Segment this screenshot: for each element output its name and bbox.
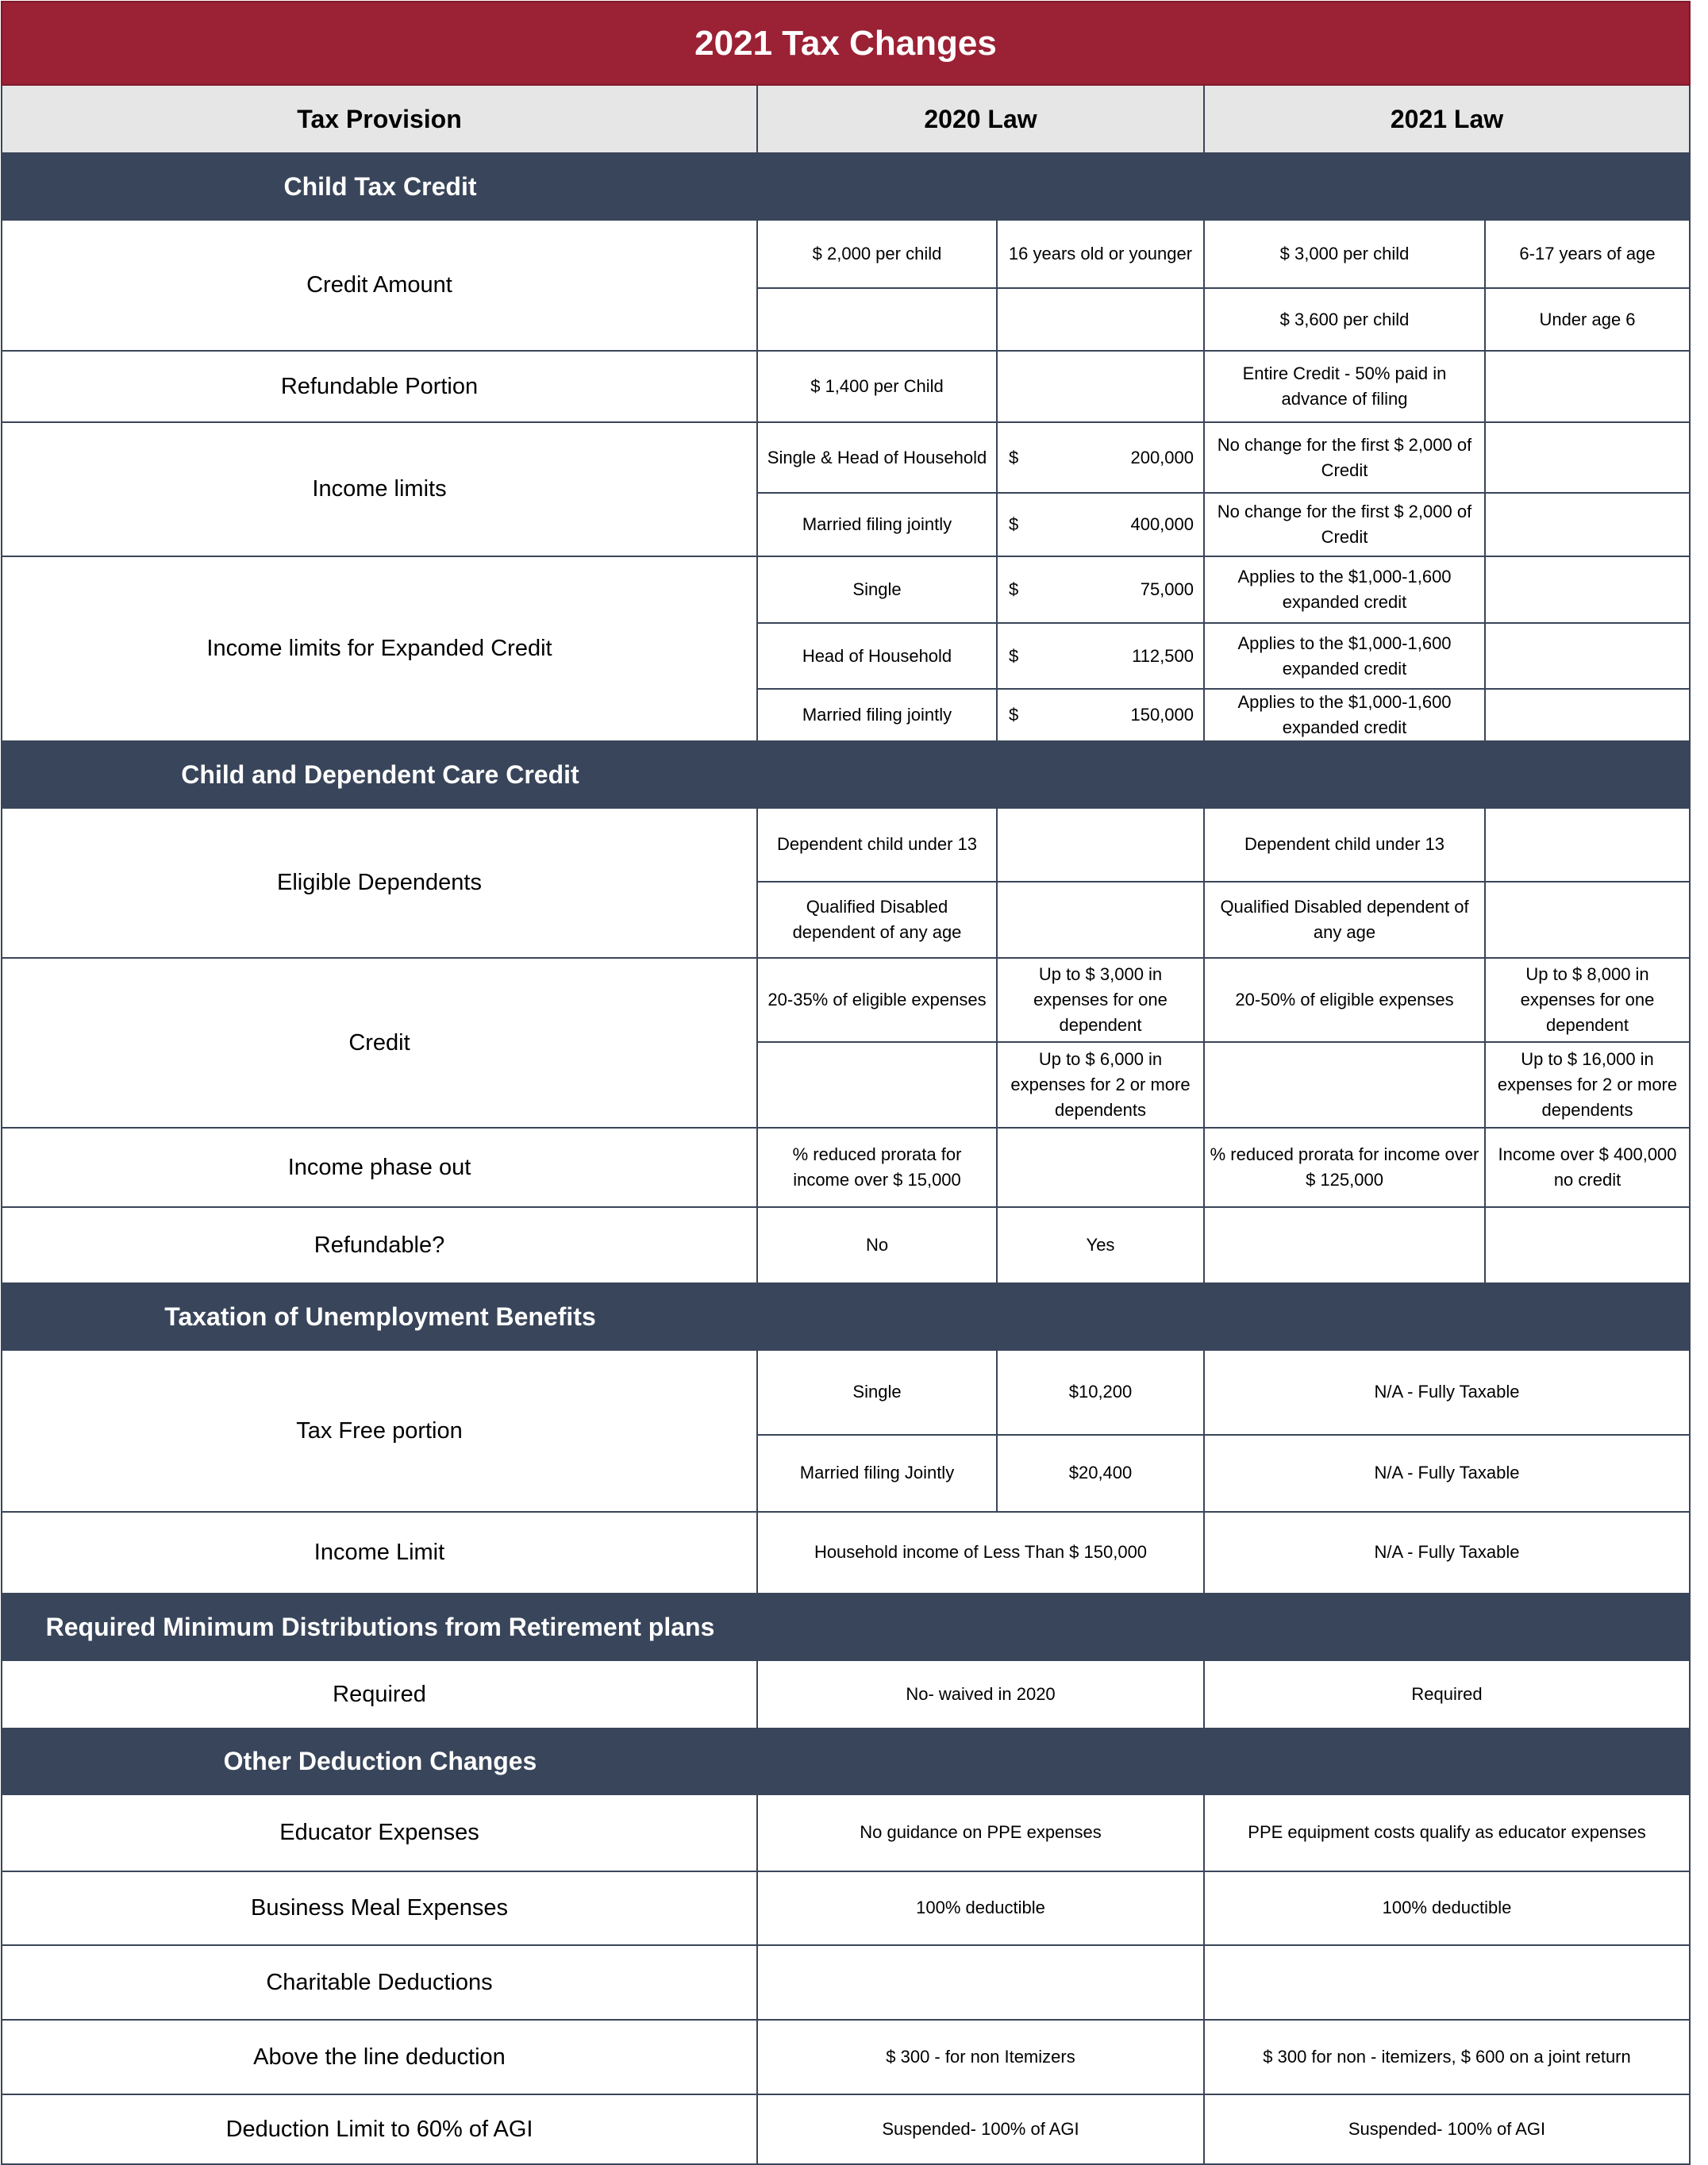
provision-label: Income limits	[2, 422, 757, 556]
cell-2020-value: No guidance on PPE expenses	[757, 1794, 1204, 1871]
cell-2021-detail	[1485, 493, 1690, 556]
cell-2021-value: PPE equipment costs qualify as educator expenses	[1204, 1794, 1690, 1871]
column-header-row	[2, 85, 1690, 153]
cell-2021-detail	[1485, 556, 1690, 623]
cell-filing-status: Married filing jointly	[757, 493, 997, 556]
table-row	[2, 2094, 1690, 2164]
cell-filing-status: Single & Head of Household	[757, 422, 997, 493]
table-row	[2, 1871, 1690, 1945]
cell-2021-value: Applies to the $1,000-1,600 expanded credit	[1204, 556, 1485, 623]
tax-changes-table	[1, 1, 1691, 2165]
title-row	[2, 2, 1690, 85]
table-row	[2, 1660, 1690, 1729]
cell-2021-detail: Up to $ 8,000 in expenses for one dependent	[1485, 958, 1690, 1042]
section-title-unemployment: Taxation of Unemployment Benefits	[164, 1302, 596, 1331]
cell-2020-value	[757, 1042, 997, 1128]
cell-2021-value: Suspended- 100% of AGI	[1204, 2094, 1690, 2164]
table-row	[2, 1945, 1690, 2020]
cell-2020-value: $ 2,000 per child	[757, 220, 997, 288]
section-title-other: Other Deduction Changes	[223, 1747, 537, 1776]
table-row	[2, 1207, 1690, 1283]
table-row	[2, 808, 1690, 882]
provision-label: Income Limit	[2, 1512, 757, 1594]
amount-value: 112,500	[1132, 645, 1194, 666]
provision-label: Refundable?	[2, 1207, 757, 1283]
cell-2021-value: $ 300 for non - itemizers, $ 600 on a joint return	[1204, 2020, 1690, 2094]
currency-symbol: $	[1009, 514, 1019, 535]
section-header	[2, 1729, 1690, 1794]
cell-2021-value: Entire Credit - 50% paid in advance of filing	[1204, 351, 1485, 422]
currency-symbol: $	[1009, 704, 1019, 725]
provision-label: Credit Amount	[2, 220, 757, 351]
cell-amount	[997, 493, 1204, 556]
provision-label: Required	[2, 1660, 757, 1729]
cell-2021-detail	[1485, 422, 1690, 493]
cell-2020-detail	[997, 351, 1204, 422]
cell-2020-value: $ 300 - for non Itemizers	[757, 2020, 1204, 2094]
cell-amount	[997, 689, 1204, 741]
cell-2021-detail: Income over $ 400,000 no credit	[1485, 1128, 1690, 1207]
cell-2021-detail: Up to $ 16,000 in expenses for 2 or more dependents	[1485, 1042, 1690, 1128]
cell-2021-value: Qualified Disabled dependent of any age	[1204, 882, 1485, 958]
section-title-dependent-care: Child and Dependent Care Credit	[181, 759, 579, 789]
cell-2020-value: Household income of Less Than $ 150,000	[757, 1512, 1204, 1594]
header-2020-law: 2020 Law	[757, 85, 1204, 153]
provision-label: Tax Free portion	[2, 1350, 757, 1512]
cell-2021-value	[1204, 1945, 1690, 2020]
cell-amount: $20,400	[997, 1435, 1204, 1512]
cell-2020-detail: Up to $ 3,000 in expenses for one dependent	[997, 958, 1204, 1042]
section-header	[2, 1594, 1690, 1660]
cell-2021-detail: Under age 6	[1485, 288, 1690, 351]
provision-label: Eligible Dependents	[2, 808, 757, 958]
provision-label: Refundable Portion	[2, 351, 757, 422]
section-header	[2, 741, 1690, 808]
cell-2020-value: 20-35% of eligible expenses	[757, 958, 997, 1042]
cell-amount: $10,200	[997, 1350, 1204, 1435]
cell-amount	[997, 623, 1204, 689]
cell-2021-value: No change for the first $ 2,000 of Credit	[1204, 422, 1485, 493]
cell-2020-detail: 16 years old or younger	[997, 220, 1204, 288]
section-header	[2, 1283, 1690, 1350]
cell-2021-value: Applies to the $1,000-1,600 expanded credit	[1204, 623, 1485, 689]
table-row	[2, 2020, 1690, 2094]
cell-2021-value: 20-50% of eligible expenses	[1204, 958, 1485, 1042]
cell-2021-value: N/A - Fully Taxable	[1204, 1435, 1690, 1512]
cell-2021-detail	[1485, 351, 1690, 422]
cell-2021-value: N/A - Fully Taxable	[1204, 1512, 1690, 1594]
currency-symbol: $	[1009, 447, 1019, 467]
cell-2020-value: $ 1,400 per Child	[757, 351, 997, 422]
cell-2020-detail: Up to $ 6,000 in expenses for 2 or more dependents	[997, 1042, 1204, 1128]
cell-2020-detail: Yes	[997, 1207, 1204, 1283]
cell-2020-value: Qualified Disabled dependent of any age	[757, 882, 997, 958]
cell-2021-value: N/A - Fully Taxable	[1204, 1350, 1690, 1435]
provision-label: Deduction Limit to 60% of AGI	[2, 2094, 757, 2164]
cell-2021-value: Dependent child under 13	[1204, 808, 1485, 882]
cell-2020-value: % reduced prorata for income over $ 15,000	[757, 1128, 997, 1207]
section-header	[2, 153, 1690, 220]
cell-2021-detail	[1485, 623, 1690, 689]
cell-2020-detail	[997, 288, 1204, 351]
cell-2020-detail	[997, 882, 1204, 958]
cell-2020-value: Suspended- 100% of AGI	[757, 2094, 1204, 2164]
cell-2020-value: 100% deductible	[757, 1871, 1204, 1945]
page-title: 2021 Tax Changes	[2, 2, 1690, 85]
cell-2021-value: No change for the first $ 2,000 of Credit	[1204, 493, 1485, 556]
cell-2021-value: $ 3,000 per child	[1204, 220, 1485, 288]
cell-2021-value: $ 3,600 per child	[1204, 288, 1485, 351]
cell-filing-status: Married filing Jointly	[757, 1435, 997, 1512]
cell-2021-value: % reduced prorata for income over $ 125,000	[1204, 1128, 1485, 1207]
cell-2021-value: Applies to the $1,000-1,600 expanded credit	[1204, 689, 1485, 741]
provision-label: Business Meal Expenses	[2, 1871, 757, 1945]
cell-2021-value: Required	[1204, 1660, 1690, 1729]
provision-label: Above the line deduction	[2, 2020, 757, 2094]
cell-filing-status: Single	[757, 556, 997, 623]
table-row	[2, 1128, 1690, 1207]
section-title-rmd: Required Minimum Distributions from Retirement plans	[45, 1612, 715, 1641]
cell-2021-value: 100% deductible	[1204, 1871, 1690, 1945]
table-row	[2, 958, 1690, 1042]
cell-2020-value	[757, 288, 997, 351]
table-row	[2, 1350, 1690, 1435]
cell-amount	[997, 422, 1204, 493]
amount-value: 150,000	[1130, 704, 1194, 725]
cell-2021-detail: 6-17 years of age	[1485, 220, 1690, 288]
cell-2021-detail	[1485, 882, 1690, 958]
cell-2021-detail	[1485, 808, 1690, 882]
amount-value: 200,000	[1130, 447, 1194, 467]
cell-2020-value: No	[757, 1207, 997, 1283]
table-row	[2, 220, 1690, 288]
provision-label: Credit	[2, 958, 757, 1128]
table-row	[2, 1794, 1690, 1871]
cell-2021-detail	[1485, 1207, 1690, 1283]
cell-2021-detail	[1485, 689, 1690, 741]
table-row	[2, 351, 1690, 422]
section-title-child-tax-credit: Child Tax Credit	[283, 171, 477, 201]
cell-filing-status: Single	[757, 1350, 997, 1435]
cell-2021-value	[1204, 1207, 1485, 1283]
cell-2021-value	[1204, 1042, 1485, 1128]
currency-symbol: $	[1009, 645, 1019, 666]
amount-value: 75,000	[1140, 579, 1194, 600]
cell-2020-value: Dependent child under 13	[757, 808, 997, 882]
provision-label: Educator Expenses	[2, 1794, 757, 1871]
header-2021-law: 2021 Law	[1204, 85, 1690, 153]
provision-label: Charitable Deductions	[2, 1945, 757, 2020]
cell-2020-detail	[997, 1128, 1204, 1207]
cell-2020-detail	[997, 808, 1204, 882]
cell-filing-status: Head of Household	[757, 623, 997, 689]
table-row	[2, 1512, 1690, 1594]
cell-2020-value	[757, 1945, 1204, 2020]
provision-label: Income phase out	[2, 1128, 757, 1207]
cell-2020-value: No- waived in 2020	[757, 1660, 1204, 1729]
provision-label: Income limits for Expanded Credit	[2, 556, 757, 741]
currency-symbol: $	[1009, 579, 1019, 600]
cell-amount	[997, 556, 1204, 623]
header-tax-provision: Tax Provision	[2, 85, 757, 153]
table-row	[2, 422, 1690, 493]
table-row	[2, 556, 1690, 623]
amount-value: 400,000	[1130, 514, 1194, 535]
cell-filing-status: Married filing jointly	[757, 689, 997, 741]
